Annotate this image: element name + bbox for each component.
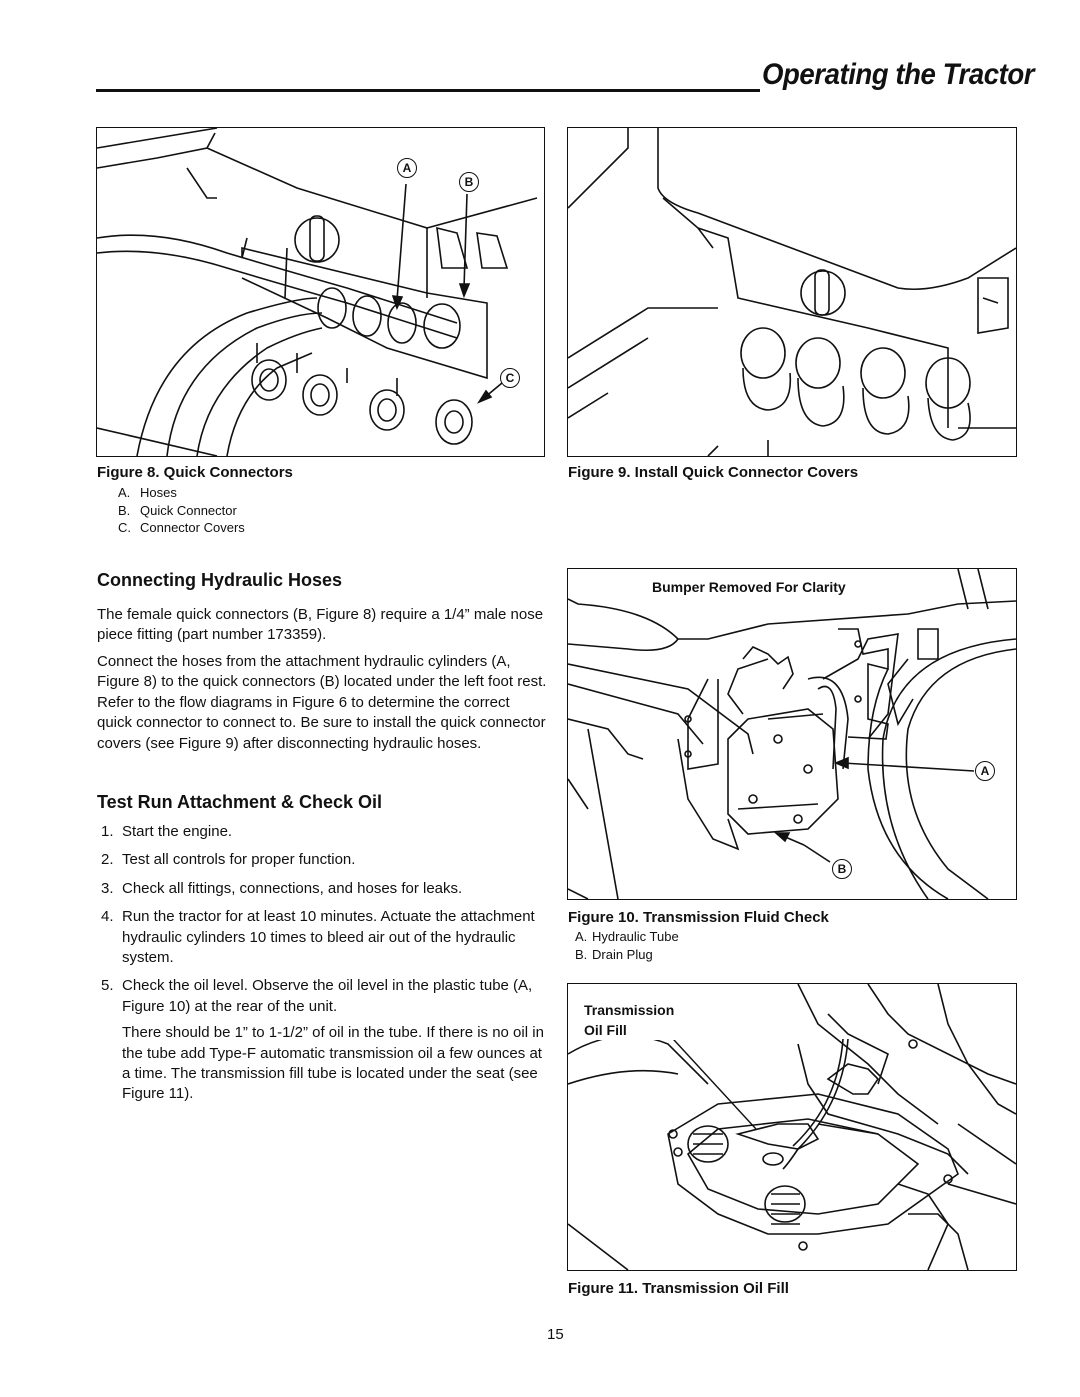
list-item: 3. Check all fittings, connections, and hoses for leaks. — [101, 879, 463, 897]
fluid-check-drawing — [568, 569, 1016, 899]
steps-list — [97, 822, 547, 1113]
connector-covers-drawing — [568, 128, 1016, 456]
callout-b: B — [832, 859, 852, 879]
section-heading-connecting-hoses: Connecting Hydraulic Hoses — [97, 570, 343, 590]
page-number: 15 — [547, 1326, 564, 1343]
header-rule — [96, 89, 760, 92]
page-title: Operating the Tractor — [762, 58, 1035, 91]
callout-b: B — [459, 172, 479, 192]
step-note: There should be 1” to 1-1/2” of oil in the tube. If there is no oil in the tube add Type-F automatic transmission oil a few ounces at a time. The transmission fill tube is located under the seat (see Figure 11). — [122, 1024, 544, 1103]
paragraph: The female quick connectors (B, Figure 8) require a 1/4” male nose piece fitting (part number 173359). — [97, 606, 544, 644]
figure-11-label: Transmission Oil Fill — [580, 1000, 678, 1040]
figure-8-caption: Figure 8. Quick Connectors — [97, 464, 293, 481]
list-item: 1. Start the engine. — [101, 823, 233, 840]
callout-a: A — [397, 158, 417, 178]
legend-item: C. Connector Covers — [118, 520, 245, 535]
figure-8-illustration — [96, 127, 545, 457]
legend-item: A. Hydraulic Tube — [575, 929, 679, 944]
section-heading-test-run: Test Run Attachment & Check Oil — [97, 792, 383, 812]
figure-8-legend — [112, 484, 245, 537]
callout-a: A — [975, 761, 995, 781]
legend-item: B. Drain Plug — [575, 946, 653, 962]
figure-9-caption: Figure 9. Install Quick Connector Covers — [568, 464, 859, 481]
figure-10-illustration — [567, 568, 1017, 900]
callout-c: C — [500, 368, 520, 388]
figure-11-illustration — [567, 983, 1017, 1271]
figure-10-legend — [575, 928, 679, 963]
paragraph: Connect the hoses from the attachment hydraulic cylinders (A, Figure 8) to the quick connectors (B) located under the left foot rest. Refer to the flow diagrams in Figure 6 to determine the correct quick connector to connect to. Be sure to install the quick connector covers (see Figure 9) after disconnecting hydraulic hoses. — [97, 653, 547, 752]
legend-item: A. Hoses — [118, 485, 177, 500]
figure-11-caption: Figure 11. Transmission Oil Fill — [568, 1280, 789, 1297]
figure-10-caption: Figure 10. Transmission Fluid Check — [568, 909, 829, 926]
list-item: 4. Run the tractor for at least 10 minutes. Actuate the attachment hydraulic cylinders 10 times to bleed air out of the hydraulic system. — [101, 908, 535, 967]
list-item: 2. Test all controls for proper function. — [101, 851, 356, 869]
figure-10-label: Bumper Removed For Clarity — [652, 579, 846, 595]
figure-9-illustration — [567, 127, 1017, 457]
list-item: 5. Check the oil level. Observe the oil level in the plastic tube (A, Figure 10) at the rear of the unit. There should be 1” to 1-1/2” of oil in the tube. If there is no oil in the tube add Type-F automatic transmission oil a few ounces at a time. The transmission fill tube is located under the seat (see Figure 11). — [97, 976, 547, 1104]
legend-item: B. Quick Connector — [118, 502, 237, 518]
